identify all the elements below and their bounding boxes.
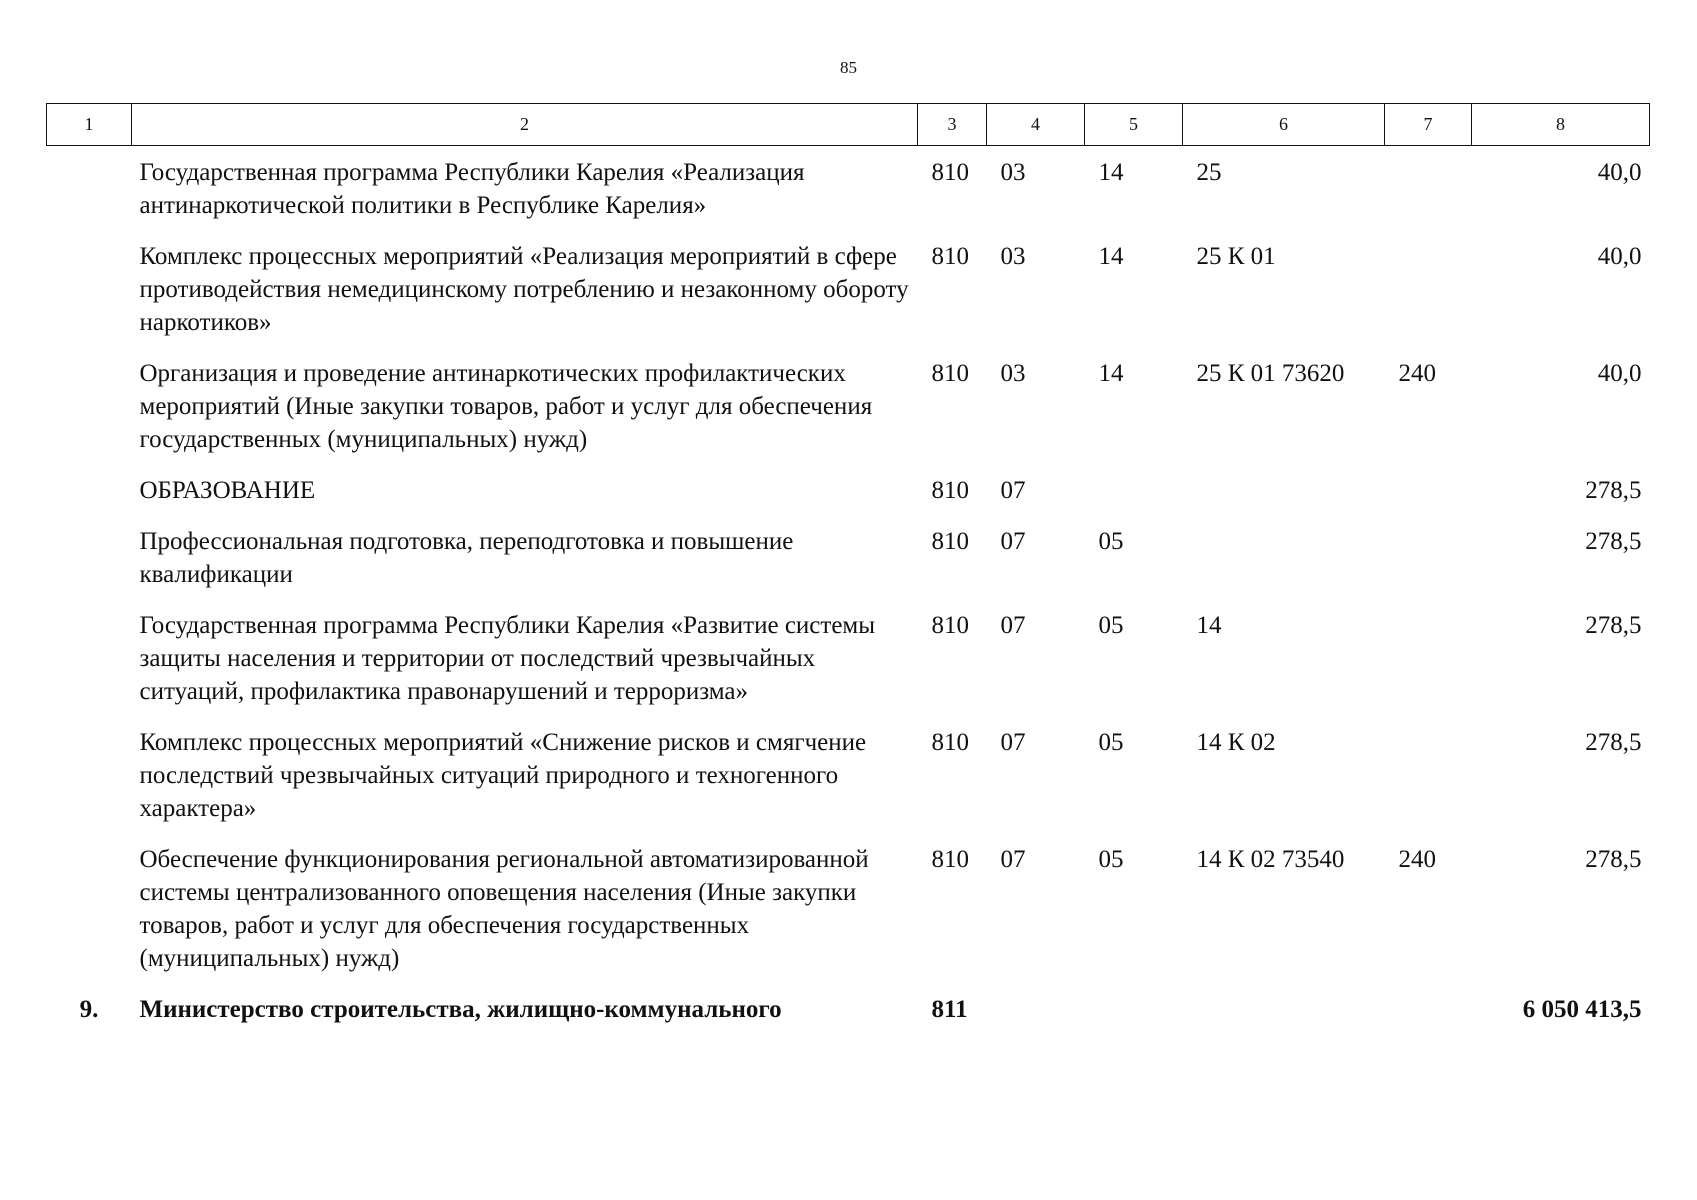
row-subsection-code [1085,983,1183,1034]
row-name: Государственная программа Республики Карелия «Реализация антинаркотической политики в Республике Карелия» [139,159,805,219]
header-row [47,104,1650,146]
row-subsection-code: 14 [1098,243,1124,270]
row-amount: 278,5 [1585,846,1642,873]
row-expense-type: 240 [1398,360,1436,387]
table-row [47,230,1650,347]
row-amount: 278,5 [1585,528,1642,555]
row-subsection-code: 14 [1098,360,1124,387]
row-section-code: 07 [1000,477,1026,504]
row-section-code: 03 [1000,243,1026,270]
row-section-code: 07 [1000,846,1026,873]
row-amount: 278,5 [1585,477,1642,504]
row-name: Профессиональная подготовка, переподготовка и повышение квалификации [139,528,794,588]
row-index [47,833,132,983]
row-amount: 278,5 [1585,729,1642,756]
table-row [47,515,1650,599]
row-expense-type: 240 [1398,846,1436,873]
row-target-article: 14 К 02 [1196,729,1276,756]
row-target-article [1183,983,1385,1034]
row-name: Комплекс процессных мероприятий «Реализация мероприятий в сфере противодействия немедицинскому потреблению и незаконному обороту наркотиков» [139,243,909,336]
row-name: Обеспечение функционирования региональной автоматизированной системы централизованного оповещения населения (Иные закупки товаров, работ и услуг для обеспечения государственных (муниципальных) нужд) [139,846,869,972]
row-target-article: 25 К 01 [1196,243,1276,270]
row-target-article [1183,515,1385,599]
row-name: Комплекс процессных мероприятий «Снижение рисков и смягчение последствий чрезвычайных ситуаций природного и техногенного характера» [139,729,867,822]
row-section-code: 07 [1000,612,1026,639]
table-row-ministry [47,983,1650,1034]
row-expense-type [1385,464,1472,515]
row-target-article: 14 К 02 73540 [1196,846,1345,873]
row-target-article: 25 [1196,159,1222,186]
row-target-article [1183,464,1385,515]
row-section-code: 07 [1000,528,1026,555]
header-cell-6: 6 [1183,104,1385,146]
row-expense-type [1385,599,1472,716]
row-ministry-code: 810 [931,477,969,504]
header-cell-1: 1 [47,104,132,146]
row-ministry-code: 810 [931,528,969,555]
row-expense-type [1385,515,1472,599]
row-index [47,146,132,231]
row-ministry-code: 810 [931,243,969,270]
row-subsection-code: 05 [1098,846,1124,873]
row-expense-type [1385,146,1472,231]
row-ministry-code: 811 [931,996,968,1023]
header-cell-4: 4 [987,104,1085,146]
row-index [47,515,132,599]
row-ministry-code: 810 [931,360,969,387]
row-index [47,716,132,833]
row-ministry-code: 810 [931,846,969,873]
row-index: 9. [79,996,99,1023]
row-index [47,464,132,515]
table-row [47,716,1650,833]
header-cell-3: 3 [918,104,987,146]
row-subsection-code: 05 [1098,612,1124,639]
row-subsection-code: 14 [1098,159,1124,186]
row-section-code [987,983,1085,1034]
table-row [47,833,1650,983]
table-row [47,146,1650,231]
row-section-code: 03 [1000,159,1026,186]
row-amount: 40,0 [1597,243,1642,270]
row-index [47,599,132,716]
row-expense-type [1385,230,1472,347]
row-section-code: 03 [1000,360,1026,387]
row-index [47,347,132,464]
table-row [47,599,1650,716]
table-row [47,347,1650,464]
row-amount: 40,0 [1597,360,1642,387]
row-amount: 40,0 [1597,159,1642,186]
row-ministry-code: 810 [931,612,969,639]
row-ministry-code: 810 [931,159,969,186]
row-name: Государственная программа Республики Карелия «Развитие системы защиты населения и территории от последствий чрезвычайных ситуаций, профилактика правонарушений и терроризма» [139,612,876,705]
row-name: Министерство строительства, жилищно-коммунального [139,996,782,1023]
row-subsection-code [1085,464,1183,515]
header-cell-2: 2 [132,104,918,146]
row-index [47,230,132,347]
table-header [47,104,1650,146]
header-cell-7: 7 [1385,104,1472,146]
page-number: 85 [840,58,857,77]
row-target-article: 14 [1196,612,1222,639]
row-amount: 6 050 413,5 [1522,996,1642,1023]
row-name: Организация и проведение антинаркотических профилактических мероприятий (Иные закупки товаров, работ и услуг для обеспечения государственных (муниципальных) нужд) [139,360,873,453]
header-cell-8: 8 [1472,104,1650,146]
row-amount: 278,5 [1585,612,1642,639]
table-body [47,146,1650,1035]
row-expense-type [1385,983,1472,1034]
row-ministry-code: 810 [931,729,969,756]
table-row [47,464,1650,515]
budget-table [46,103,1650,1034]
row-subsection-code: 05 [1098,729,1124,756]
row-section-code: 07 [1000,729,1026,756]
row-subsection-code: 05 [1098,528,1124,555]
row-target-article: 25 К 01 73620 [1196,360,1345,387]
header-cell-5: 5 [1085,104,1183,146]
row-name: ОБРАЗОВАНИЕ [139,477,316,504]
row-expense-type [1385,716,1472,833]
